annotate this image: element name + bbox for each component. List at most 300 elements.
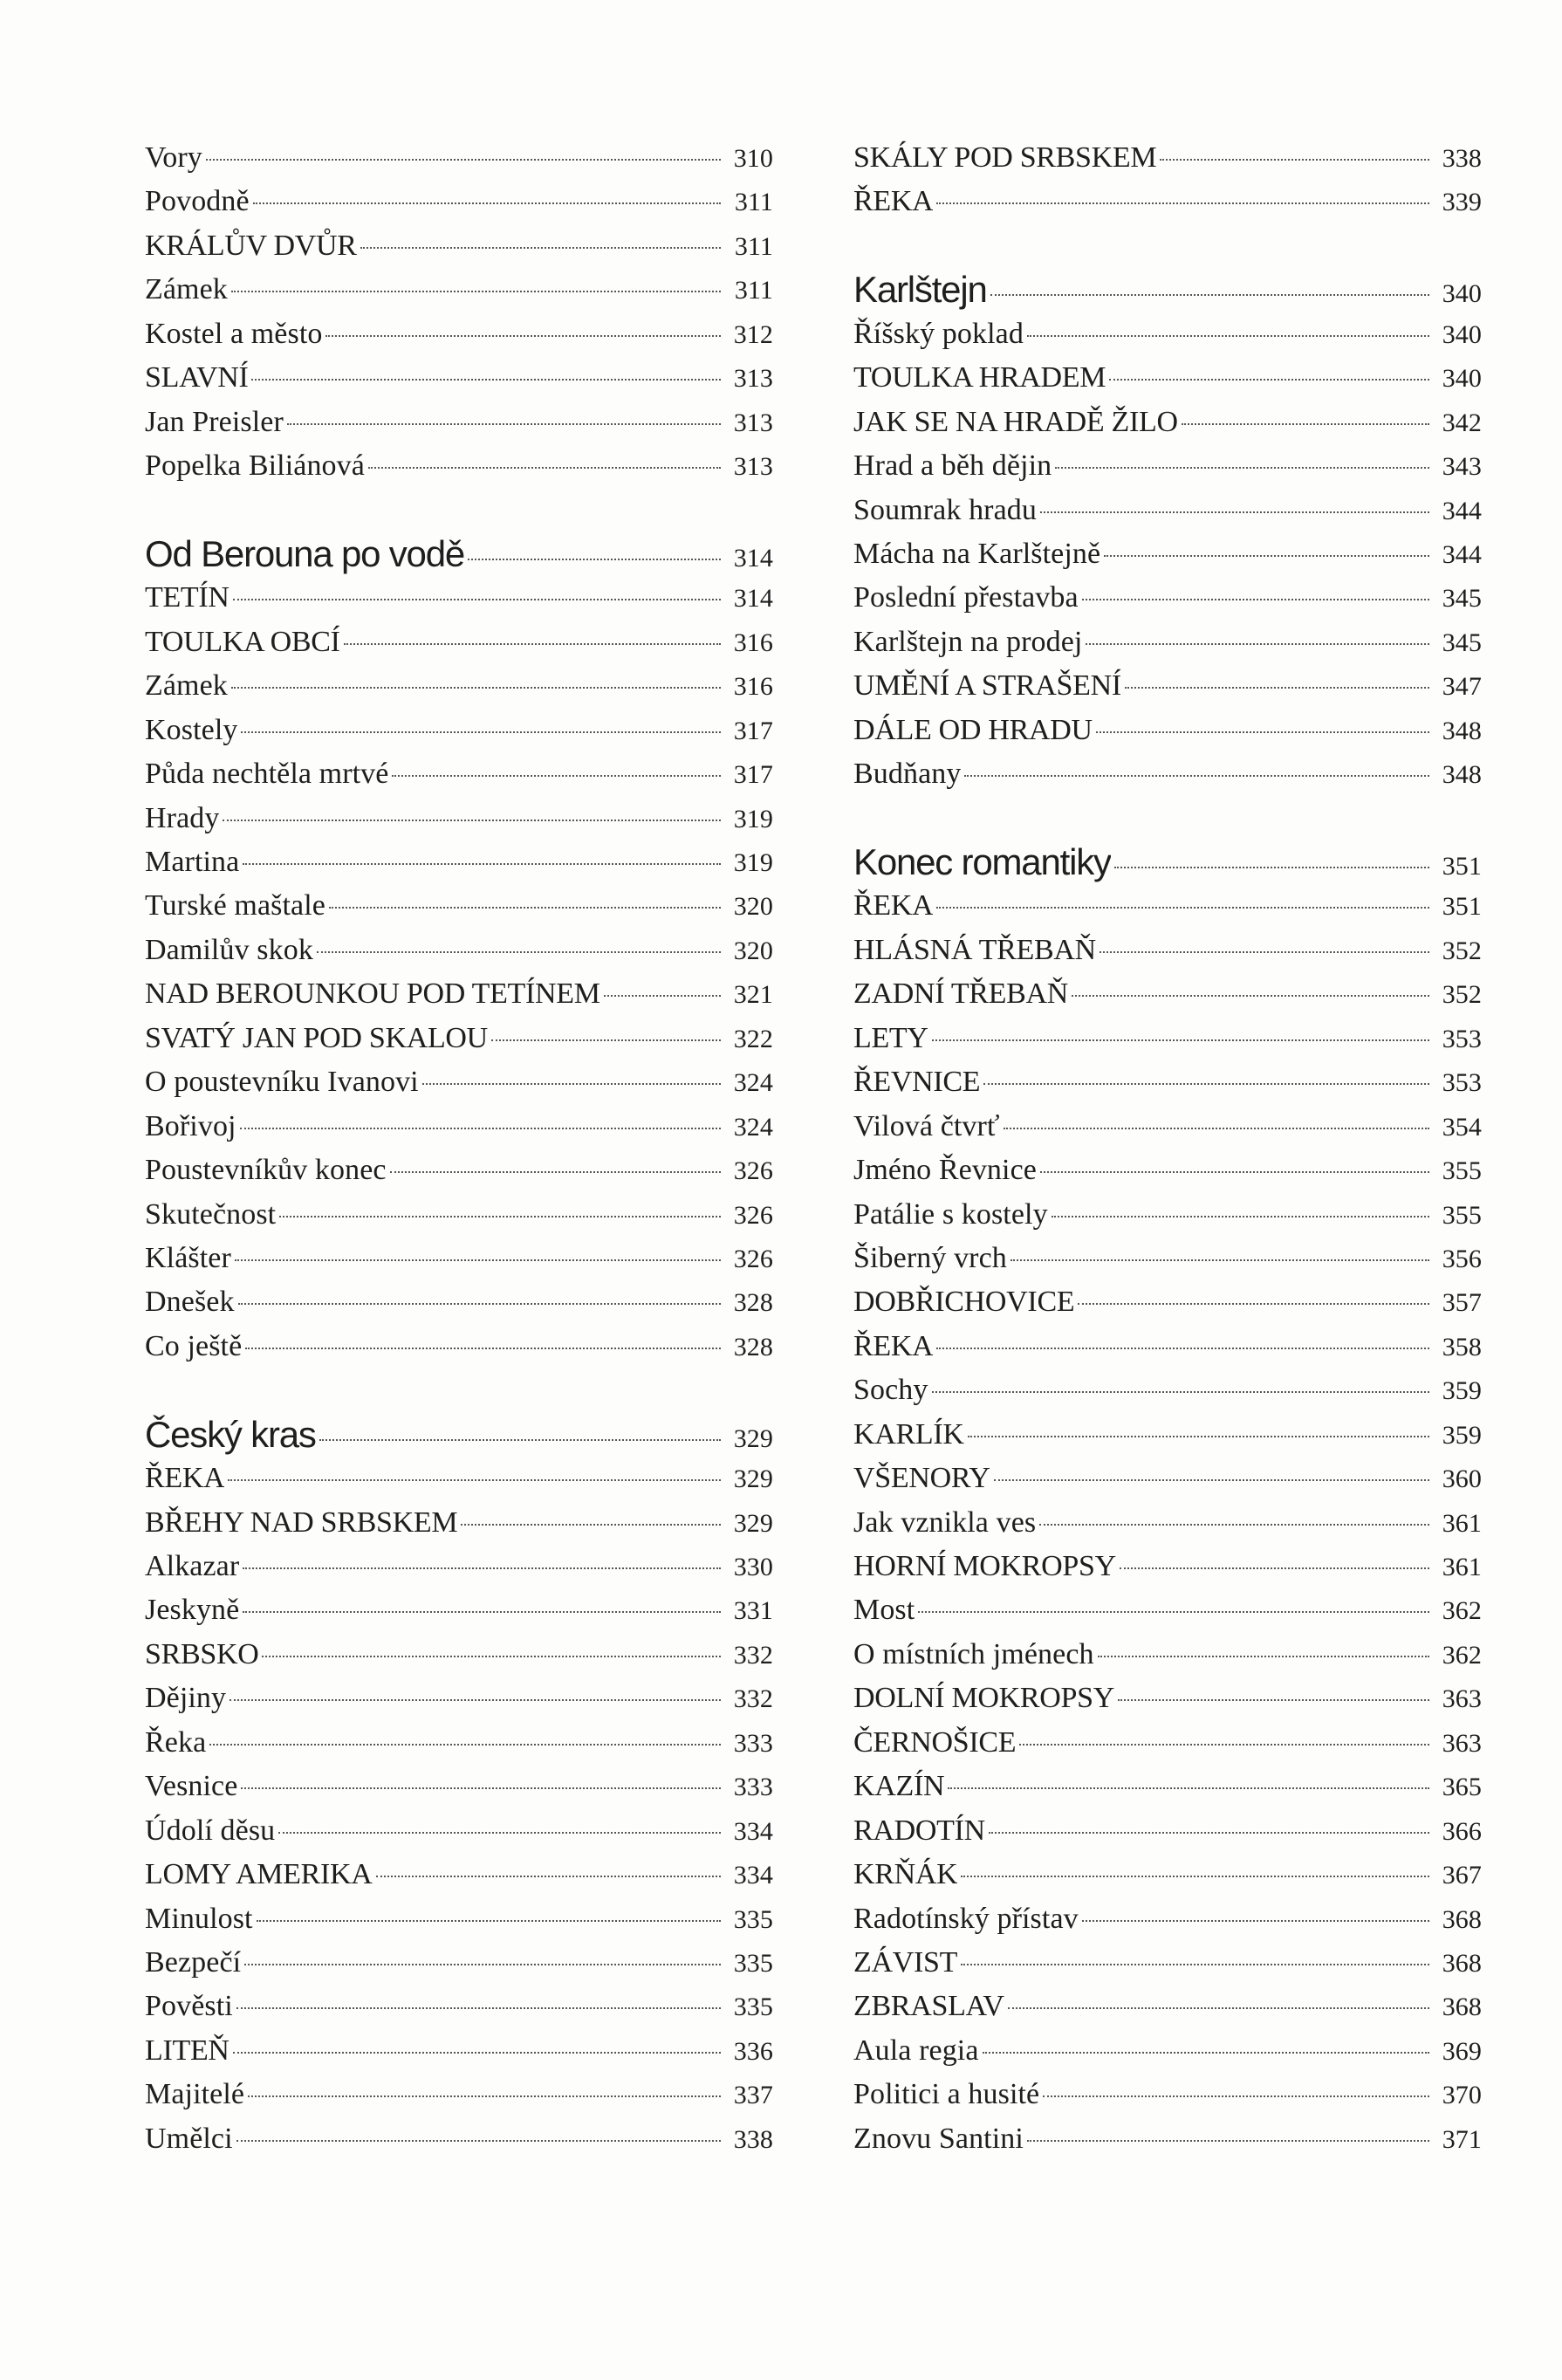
toc-entry[interactable]: [145, 1501, 773, 1545]
toc-page-number: 328: [733, 1288, 773, 1318]
toc-page-number: 345: [1442, 628, 1482, 657]
dot-leader: [1125, 687, 1429, 689]
toc-entry[interactable]: [145, 224, 773, 268]
toc-entry-title: Minulost: [145, 1902, 253, 1935]
dot-leader: [253, 202, 721, 204]
toc-entry[interactable]: [145, 972, 773, 1016]
toc-entry[interactable]: [853, 1413, 1482, 1457]
toc-page-number: 347: [1442, 672, 1482, 702]
toc-entry-title: ŘEKA: [853, 185, 934, 218]
toc-entry-title: ŘEKA: [145, 1462, 225, 1495]
toc-page-number: 316: [733, 672, 773, 702]
toc-entry-title: BŘEHY NAD SRBSKEM: [145, 1506, 458, 1539]
toc-page-number: 367: [1442, 1861, 1482, 1890]
toc-entry-title: Pověsti: [145, 1990, 233, 2023]
toc-entry[interactable]: [145, 356, 773, 400]
toc-entry[interactable]: [853, 621, 1482, 664]
dot-leader: [1082, 599, 1429, 600]
toc-page-number: 324: [733, 1068, 773, 1098]
toc-entry[interactable]: [145, 1809, 773, 1853]
toc-entry-title: Co ještě: [145, 1329, 243, 1362]
dot-leader: [1027, 2140, 1429, 2142]
toc-section-heading[interactable]: [853, 840, 1482, 884]
section-gap: [853, 797, 1482, 840]
toc-page-number: 311: [734, 188, 773, 217]
toc-entry[interactable]: [145, 312, 773, 356]
dot-leader: [390, 1171, 721, 1173]
toc-page-number: 343: [1442, 452, 1482, 482]
dot-leader: [1182, 423, 1429, 425]
toc-entry-title: KARLÍK: [853, 1417, 964, 1451]
toc-entry[interactable]: [853, 1765, 1482, 1808]
toc-entry[interactable]: [145, 180, 773, 223]
toc-entry[interactable]: [853, 1280, 1482, 1324]
toc-entry-title: Kostel a město: [145, 317, 323, 350]
toc-entry-title: LETY: [853, 1021, 928, 1054]
toc-page-number: 321: [733, 980, 773, 1010]
toc-page-number: 359: [1442, 1420, 1482, 1450]
dot-leader: [1040, 511, 1429, 513]
toc-entry-title: Hrad a běh dějin: [853, 449, 1052, 483]
toc-entry-title: SKÁLY POD SRBSKEM: [853, 141, 1157, 174]
dot-leader: [360, 247, 721, 249]
dot-leader: [1160, 159, 1429, 161]
dot-leader: [1078, 1303, 1429, 1305]
toc-entry[interactable]: [853, 1545, 1482, 1588]
dot-leader: [1027, 335, 1429, 337]
toc-entry-title: Povodně: [145, 185, 250, 218]
toc-entry-title: SRBSKO: [145, 1637, 259, 1670]
dot-leader: [243, 1611, 721, 1613]
toc-page-number: 312: [733, 319, 773, 349]
toc-entry[interactable]: [853, 1633, 1482, 1677]
toc-entry[interactable]: [145, 1721, 773, 1765]
toc-page-number: 326: [733, 1200, 773, 1230]
toc-entry[interactable]: [853, 1060, 1482, 1104]
dot-leader: [491, 1039, 721, 1041]
toc-entry-title: Vory: [145, 141, 202, 174]
toc-entry[interactable]: [145, 1765, 773, 1808]
toc-entry[interactable]: [145, 1545, 773, 1588]
dot-leader: [243, 1567, 721, 1569]
toc-page-number: 362: [1442, 1596, 1482, 1626]
toc-entry-title: Martina: [145, 846, 240, 878]
toc-entry[interactable]: [145, 2073, 773, 2116]
toc-column-right: [853, 136, 1482, 2161]
dot-leader: [936, 907, 1429, 909]
toc-page-number: 334: [733, 1816, 773, 1846]
toc-page-number: 340: [1442, 279, 1482, 309]
dot-leader: [251, 379, 721, 381]
toc-entry[interactable]: [145, 797, 773, 840]
toc-entry-title: ŘEKA: [853, 889, 934, 923]
toc-entry[interactable]: [853, 1501, 1482, 1545]
toc-entry-title: ZADNÍ TŘEBAŇ: [853, 977, 1069, 1011]
dot-leader: [228, 1479, 721, 1481]
toc-page-number: 314: [733, 543, 773, 573]
toc-page-number: 352: [1442, 936, 1482, 965]
toc-entry-title: Politici a husité: [853, 2078, 1040, 2111]
dot-leader: [932, 1039, 1429, 1041]
toc-page-number: 320: [733, 892, 773, 922]
toc-entry-title: Znovu Santini: [853, 2122, 1024, 2155]
dot-leader: [287, 423, 721, 425]
toc-entry-title: DOLNÍ MOKROPSY: [853, 1682, 1114, 1715]
toc-entry[interactable]: [145, 1897, 773, 1941]
toc-page-number: 333: [733, 1728, 773, 1758]
toc-entry-title: Patálie s kostely: [853, 1197, 1048, 1231]
dot-leader: [1082, 1920, 1429, 1922]
dot-leader: [961, 1876, 1429, 1877]
toc-entry[interactable]: [853, 1985, 1482, 2028]
toc-entry-title: Šiberný vrch: [853, 1241, 1007, 1274]
toc-section-heading[interactable]: [853, 268, 1482, 312]
toc-entry[interactable]: [145, 1325, 773, 1368]
dot-leader: [994, 1479, 1429, 1481]
dot-leader: [392, 775, 721, 777]
toc-entry-title: VŠENORY: [853, 1462, 990, 1495]
toc-entry-title: SVATÝ JAN POD SKALOU: [145, 1021, 488, 1054]
toc-page-number: 329: [733, 1508, 773, 1538]
toc-entry[interactable]: [145, 268, 773, 312]
dot-leader: [241, 731, 721, 733]
dot-leader: [236, 2007, 721, 2009]
toc-page-number: 348: [1442, 716, 1482, 745]
toc-page-number: 361: [1442, 1553, 1482, 1581]
toc-page-number: 359: [1442, 1376, 1482, 1406]
toc-entry-title: Poustevníkův konec: [145, 1154, 387, 1187]
toc-page-number: 332: [733, 1640, 773, 1670]
toc-page-number: 317: [733, 716, 773, 745]
toc-entry[interactable]: [853, 709, 1482, 752]
toc-entry[interactable]: [145, 1105, 773, 1149]
toc-column-left: [145, 136, 773, 2161]
toc-entry-title: LOMY AMERIKA: [145, 1858, 373, 1891]
toc-page-number: 329: [733, 1464, 773, 1494]
dot-leader: [317, 951, 721, 953]
toc-page-number: 360: [1442, 1464, 1482, 1494]
section-gap: [145, 489, 773, 532]
toc-entry-title: Umělci: [145, 2122, 233, 2155]
toc-entry-title: Říšský poklad: [853, 317, 1024, 350]
toc-entry[interactable]: [145, 884, 773, 928]
toc-page-number: 342: [1442, 408, 1482, 437]
section-gap: [853, 224, 1482, 268]
dot-leader: [257, 1920, 721, 1922]
toc-page-number: 326: [733, 1156, 773, 1186]
dot-leader: [241, 1787, 721, 1789]
dot-leader: [231, 687, 721, 689]
toc-section-heading[interactable]: [145, 1413, 773, 1457]
toc-entry[interactable]: [145, 1985, 773, 2028]
toc-page-number: 330: [733, 1553, 773, 1581]
toc-page-number: 322: [733, 1024, 773, 1053]
toc-page-number: 340: [1442, 319, 1482, 349]
dot-leader: [990, 294, 1429, 296]
toc-entry[interactable]: [853, 401, 1482, 444]
toc-page-number: 333: [733, 1773, 773, 1802]
toc-entry-title: Poslední přestavba: [853, 581, 1079, 614]
dot-leader: [325, 335, 721, 337]
toc-entry[interactable]: [853, 1897, 1482, 1941]
toc-page-number: 313: [733, 452, 773, 482]
toc-page-number: 335: [733, 1948, 773, 1978]
toc-entry-title: TOULKA OBCÍ: [145, 625, 340, 658]
toc-entry-title: Jméno Řevnice: [853, 1154, 1037, 1187]
toc-entry-title: KAZÍN: [853, 1770, 945, 1803]
toc-section-heading[interactable]: [145, 532, 773, 576]
toc-page-number: 353: [1442, 1024, 1482, 1053]
toc-page-number: 357: [1442, 1288, 1482, 1318]
dot-leader: [368, 467, 721, 469]
dot-leader: [1109, 379, 1429, 381]
toc-entry-title: O poustevníku Ivanovi: [145, 1066, 419, 1099]
toc-page-number: 355: [1442, 1200, 1482, 1230]
toc-entry[interactable]: [145, 1853, 773, 1896]
toc-entry[interactable]: [853, 972, 1482, 1016]
dot-leader: [1118, 1699, 1429, 1701]
dot-leader: [235, 1259, 721, 1261]
toc-entry[interactable]: [853, 884, 1482, 928]
toc-page-number: 371: [1442, 2124, 1482, 2154]
toc-page-number: 355: [1442, 1156, 1482, 1186]
toc-page-number: 326: [733, 1244, 773, 1273]
toc-page-number: 337: [733, 2081, 773, 2110]
dot-leader: [968, 1436, 1429, 1437]
dot-leader: [1120, 1567, 1429, 1569]
toc-entry[interactable]: [853, 1941, 1482, 1985]
toc-entry[interactable]: [853, 1193, 1482, 1237]
toc-entry-title: Jak vznikla ves: [853, 1506, 1037, 1539]
toc-page-number: 352: [1442, 980, 1482, 1010]
toc-entry[interactable]: [853, 180, 1482, 223]
dot-leader: [230, 1699, 721, 1701]
toc-page-number: 335: [733, 1904, 773, 1934]
toc-page-number: 348: [1442, 760, 1482, 790]
toc-entry[interactable]: [145, 1193, 773, 1237]
toc-entry[interactable]: [853, 532, 1482, 576]
toc-entry[interactable]: [145, 664, 773, 708]
toc-entry[interactable]: [145, 1149, 773, 1192]
toc-page-number: 311: [734, 231, 773, 261]
toc-page-number: 334: [733, 1861, 773, 1890]
toc-entry-title: Bezpečí: [145, 1945, 242, 1979]
toc-entry-title: Zámek: [145, 273, 228, 306]
dot-leader: [1086, 643, 1429, 645]
toc-page-number: 328: [733, 1332, 773, 1361]
toc-entry-title: Dnešek: [145, 1286, 235, 1319]
toc-page-number: 338: [1442, 144, 1482, 173]
dot-leader: [206, 159, 721, 161]
toc-entry-title: Sochy: [853, 1374, 928, 1407]
dot-leader: [983, 1083, 1429, 1085]
dot-leader: [461, 1524, 721, 1526]
toc-entry[interactable]: [853, 1853, 1482, 1896]
toc-entry-title: KRŇÁK: [853, 1858, 958, 1891]
dot-leader: [243, 863, 721, 865]
toc-entry-title: LITEŇ: [145, 2034, 230, 2067]
toc-entry[interactable]: [145, 752, 773, 796]
toc-entry-title: JAK SE NA HRADĚ ŽILO: [853, 405, 1178, 438]
toc-entry-title: Konec romantiky: [853, 841, 1111, 882]
dot-leader: [233, 599, 721, 600]
dot-leader: [209, 1744, 721, 1746]
dot-leader: [1039, 1524, 1429, 1526]
toc-entry[interactable]: [853, 1105, 1482, 1149]
toc-entry[interactable]: [145, 1280, 773, 1324]
dot-leader: [932, 1391, 1430, 1393]
toc-entry[interactable]: [853, 1809, 1482, 1853]
toc-page-number: 310: [733, 144, 773, 173]
dot-leader: [1019, 1744, 1429, 1746]
dot-leader: [278, 1832, 721, 1834]
toc-entry-title: Vesnice: [145, 1770, 238, 1803]
dot-leader: [964, 775, 1429, 777]
toc-entry-title: Český kras: [145, 1413, 316, 1455]
toc-entry-title: ZBRASLAV: [853, 1990, 1004, 2023]
toc-entry-title: Skutečnost: [145, 1197, 277, 1231]
toc-entry[interactable]: [145, 1060, 773, 1104]
dot-leader: [422, 1083, 721, 1085]
dot-leader: [1096, 731, 1429, 733]
toc-entry[interactable]: [853, 1677, 1482, 1720]
dot-leader: [1072, 995, 1429, 997]
toc-page-number: 319: [733, 848, 773, 877]
toc-entry[interactable]: [853, 489, 1482, 532]
dot-leader: [262, 1656, 721, 1657]
toc-entry-title: Soumrak hradu: [853, 493, 1037, 526]
toc-page-number: 351: [1442, 892, 1482, 922]
toc-entry-title: Damilův skok: [145, 933, 313, 966]
toc-entry[interactable]: [145, 576, 773, 620]
toc-page-number: 358: [1442, 1332, 1482, 1361]
dot-leader: [989, 1832, 1429, 1834]
toc-entry[interactable]: [145, 2029, 773, 2073]
toc-entry[interactable]: [853, 1588, 1482, 1632]
toc-entry[interactable]: [853, 1017, 1482, 1060]
toc-entry-title: Karlštejn na prodej: [853, 625, 1083, 658]
toc-page-number: 339: [1442, 188, 1482, 217]
toc-entry[interactable]: [145, 136, 773, 180]
toc-page-number: 361: [1442, 1508, 1482, 1538]
toc-entry[interactable]: [145, 709, 773, 752]
toc-entry-title: RADOTÍN: [853, 1814, 985, 1847]
toc-entry-title: O místních jménech: [853, 1637, 1094, 1670]
toc-entry[interactable]: [853, 576, 1482, 620]
dot-leader: [1104, 555, 1429, 557]
toc-entry-title: UMĚNÍ A STRAŠENÍ: [853, 669, 1121, 703]
dot-leader: [1008, 2007, 1429, 2009]
toc-entry[interactable]: [145, 401, 773, 444]
toc-entry-title: Majitelé: [145, 2078, 245, 2111]
dot-leader: [376, 1876, 721, 1877]
dot-leader: [245, 1348, 721, 1349]
toc-entry-title: Aula regia: [853, 2034, 979, 2067]
toc-entry-title: Dějiny: [145, 1682, 227, 1715]
toc-entry-title: Karlštejn: [853, 269, 987, 311]
toc-entry-title: Jan Preisler: [145, 405, 284, 438]
toc-entry-title: Jeskyně: [145, 1594, 240, 1627]
toc-entry[interactable]: [853, 444, 1482, 488]
toc-entry[interactable]: [853, 752, 1482, 796]
toc-entry[interactable]: [145, 1941, 773, 1985]
toc-entry-title: Most: [853, 1594, 915, 1627]
toc-entry[interactable]: [853, 312, 1482, 356]
dot-leader: [244, 1964, 721, 1965]
toc-page-number: 324: [733, 1112, 773, 1142]
toc-entry[interactable]: [853, 1325, 1482, 1368]
toc-entry-title: Údolí děsu: [145, 1814, 276, 1847]
toc-page-number: 313: [733, 364, 773, 394]
toc-entry[interactable]: [145, 1677, 773, 1720]
toc-entry[interactable]: [853, 1721, 1482, 1765]
toc-entry[interactable]: [145, 621, 773, 664]
dot-leader: [1004, 1128, 1429, 1129]
toc-page-number: 332: [733, 1684, 773, 1714]
toc-page-number: 366: [1442, 1816, 1482, 1846]
toc-entry-title: SLAVNÍ: [145, 361, 249, 394]
toc-entry-title: Klášter: [145, 1241, 231, 1274]
toc-page-number: 335: [733, 1992, 773, 2022]
toc-entry-title: Hrady: [145, 801, 220, 834]
toc-entry[interactable]: [145, 2117, 773, 2161]
toc-entry[interactable]: [145, 444, 773, 488]
toc-page-number: 316: [733, 628, 773, 657]
toc-page-number: 345: [1442, 584, 1482, 614]
toc-entry[interactable]: [145, 840, 773, 884]
toc-entry-title: TOULKA HRADEM: [853, 361, 1106, 394]
toc-entry[interactable]: [853, 1149, 1482, 1192]
toc-page-number: 340: [1442, 364, 1482, 394]
dot-leader: [344, 643, 721, 645]
toc-page-number: 368: [1442, 1948, 1482, 1978]
toc-entry[interactable]: [853, 2117, 1482, 2161]
toc-entry-title: Alkazar: [145, 1550, 240, 1582]
dot-leader: [918, 1611, 1429, 1613]
toc-entry[interactable]: [145, 1237, 773, 1280]
dot-leader: [329, 907, 721, 909]
toc-entry[interactable]: [853, 929, 1482, 972]
toc-entry[interactable]: [853, 2073, 1482, 2116]
toc-entry[interactable]: [853, 2029, 1482, 2073]
toc-entry-title: Mácha na Karlštejně: [853, 537, 1101, 570]
toc-page-number: 344: [1442, 539, 1482, 569]
toc-entry[interactable]: [145, 1633, 773, 1677]
toc-entry[interactable]: [853, 356, 1482, 400]
toc-entry-title: NAD BEROUNKOU POD TETÍNEM: [145, 977, 600, 1011]
dot-leader: [936, 202, 1429, 204]
toc-entry[interactable]: [145, 929, 773, 972]
toc-entry[interactable]: [853, 136, 1482, 180]
toc-entry[interactable]: [853, 1237, 1482, 1280]
toc-page-number: 311: [734, 276, 773, 305]
toc-entry[interactable]: [145, 1457, 773, 1500]
toc-page-number: 363: [1442, 1684, 1482, 1714]
dot-leader: [1040, 1171, 1429, 1173]
toc-entry[interactable]: [853, 664, 1482, 708]
dot-leader: [604, 995, 721, 997]
toc-entry[interactable]: [145, 1588, 773, 1632]
toc-page-number: 336: [733, 2036, 773, 2066]
toc-entry[interactable]: [145, 1017, 773, 1060]
dot-leader: [233, 2052, 721, 2054]
toc-entry[interactable]: [853, 1368, 1482, 1412]
dot-leader: [1011, 1259, 1429, 1261]
toc-entry-title: Bořivoj: [145, 1109, 236, 1142]
toc-page-number: 353: [1442, 1068, 1482, 1098]
toc-entry-title: HLÁSNÁ TŘEBAŇ: [853, 933, 1096, 966]
toc-entry[interactable]: [853, 1457, 1482, 1500]
